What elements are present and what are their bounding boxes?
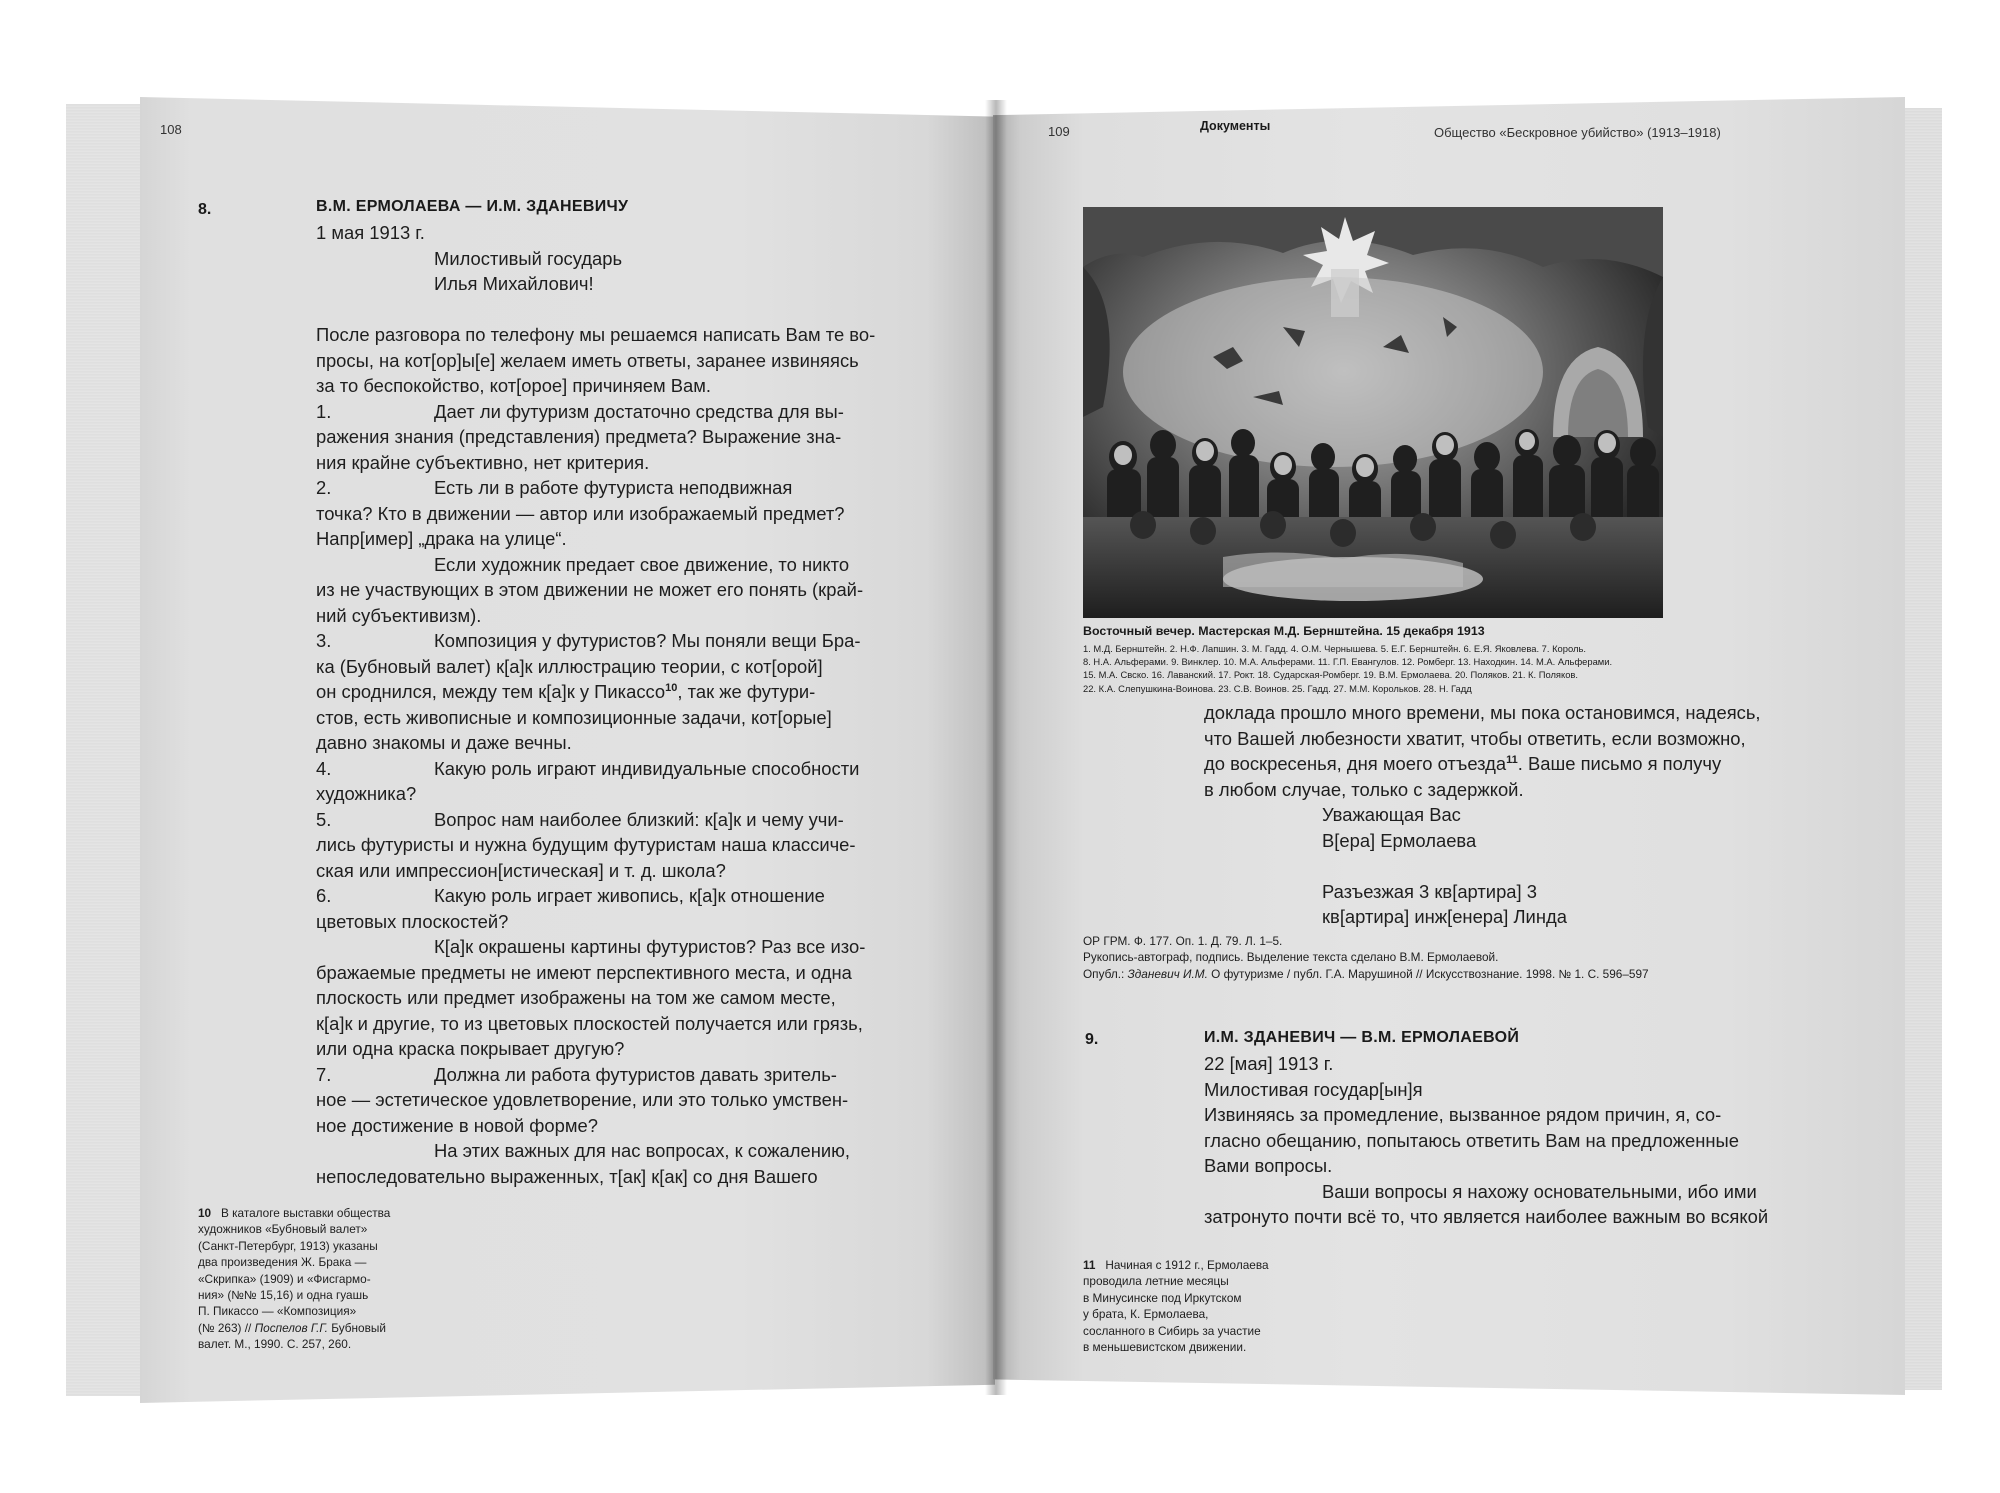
text-line: или одна краска покрывает другую?	[316, 1038, 625, 1059]
closing-line: Уважающая Вас	[1322, 804, 1461, 825]
photograph-illustration	[1083, 207, 1663, 618]
question-line	[316, 628, 875, 654]
item-number: 5.	[316, 808, 332, 830]
source-line: Рукопись-автограф, подпись. Выделение текста сделано В.М. Ермолаевой.	[1083, 950, 1499, 965]
footnote-author: Поспелов Г.Г.	[254, 1320, 328, 1335]
text-line: Если художник предает свое движение, то никто	[434, 553, 850, 575]
text-line: лись футуристы и нужна будущим футуристам наша классиче-	[316, 834, 856, 855]
text-line: точка? Кто в движении — автор или изображаемый предмет?	[316, 502, 845, 524]
text-line: , так же футури-	[677, 681, 816, 702]
text-line: к[а]к и другие, то из цветовых плоскостей получается или грязь,	[316, 1012, 863, 1034]
text-line: Дает ли футуризм достаточно средства для вы-	[434, 400, 844, 422]
footnote-line: «Скрипка» (1909) и «Фисгармо-	[198, 1271, 371, 1286]
address-line: Разъезжая 3 кв[артира] 3	[1322, 880, 1537, 902]
footnote-number: 10	[198, 1206, 212, 1220]
text-line: Вами вопросы.	[1204, 1155, 1333, 1176]
source-author: Зданевич И.М.	[1127, 966, 1208, 981]
text-line: Ваши вопросы я нахожу основательными, ибо ими	[1322, 1180, 1757, 1202]
text-line-with-footnote	[316, 679, 875, 705]
page-stack-right-edge	[1900, 108, 1942, 1390]
text-line: бражаемые предметы не имеют перспективного места, и одна	[316, 961, 852, 983]
signature-line: В[ера] Ермолаева	[1322, 829, 1477, 851]
text-line: стов, есть живописные и композиционные задачи, кот[орые]	[316, 706, 832, 728]
footnote-line: проводила летние месяцы	[1083, 1274, 1229, 1289]
text-line: Должна ли работа футуристов давать зритель-	[434, 1063, 837, 1085]
footnote-line: Бубновый	[327, 1320, 386, 1335]
page-number-right: 109	[1048, 124, 1070, 139]
text-line: Напр[имер] „драка на улице“.	[316, 528, 567, 549]
item-number: 7.	[316, 1063, 332, 1085]
question-line	[316, 807, 875, 833]
text-line: что Вашей любезности хватит, чтобы ответить, если возможно,	[1204, 727, 1746, 749]
item-number: 6.	[316, 885, 332, 906]
text-line: ния крайне субъективно, нет критерия.	[316, 451, 650, 473]
text-line: за то беспокойство, кот[орое] причиняем Вам.	[316, 375, 712, 396]
caption-line: 8. Н.А. Альферами. 9. Винклер. 10. М.А. Альферами. 11. Г.П. Евангулов. 12. Ромберг. 13. Находкин. 14. М.А. Альферами.	[1083, 656, 1613, 668]
text-line: до воскресенья, дня моего отъезда	[1204, 753, 1507, 774]
text-line: цветовых плоскостей?	[316, 910, 509, 932]
text-line: Вопрос нам наиболее близкий: к[а]к и чему учи-	[434, 808, 844, 830]
running-section: Документы	[1200, 119, 1271, 133]
footnote-line: художников «Бубновый валет»	[198, 1222, 368, 1237]
letter-continuation	[1204, 700, 1761, 930]
letter-body	[316, 220, 875, 1189]
document-title: В.М. ЕРМОЛАЕВА — И.М. ЗДАНЕВИЧУ	[316, 198, 629, 215]
footnote-line: сосланного в Сибирь за участие	[1083, 1323, 1261, 1338]
footnote-11	[1083, 1257, 1269, 1355]
text-line: художника?	[316, 783, 417, 804]
blank-line	[316, 297, 875, 323]
text-line-with-footnote	[1204, 751, 1761, 777]
page-stack-left-edge	[66, 104, 146, 1396]
text-line: ка (Бубновый валет) к[а]к иллюстрацию теории, с кот[орой]	[316, 655, 823, 677]
source-line: Опубл.:	[1083, 966, 1128, 981]
footnote-line: Начиная с 1912 г., Ермолаева	[1105, 1258, 1269, 1272]
text-line: . Ваше письмо я получу	[1517, 753, 1722, 774]
text-line: Извиняясь за промедление, вызванное рядом причин, я, со-	[1204, 1104, 1722, 1125]
question-line	[316, 399, 875, 425]
document-number: 9.	[1085, 1031, 1099, 1048]
text-line: Композиция у футуристов? Мы поняли вещи Бра-	[434, 630, 861, 651]
text-line: Какую роль играет живопись, к[а]к отношение	[434, 885, 825, 906]
question-line	[316, 883, 875, 909]
salutation-line: Илья Михайлович!	[434, 273, 594, 294]
archival-source	[1083, 933, 1649, 982]
page-number-left: 108	[160, 122, 182, 137]
document-number: 8.	[198, 201, 212, 218]
historical-photograph	[1083, 207, 1663, 618]
question-line	[316, 756, 875, 782]
letter-body	[1204, 1051, 1768, 1230]
blank-line	[1204, 853, 1761, 879]
text-line: К[а]к окрашены картины футуристов? Раз все изо-	[434, 936, 866, 957]
footnote-line: у брата, К. Ермолаева,	[1083, 1307, 1209, 1322]
footnote-line: два произведения Ж. Брака —	[198, 1255, 367, 1270]
footnote-line: в Минусинске под Иркутском	[1083, 1290, 1242, 1305]
footnote-line: (Санкт-Петербург, 1913) указаны	[198, 1238, 378, 1253]
text-line: просы, на кот[ор]ы[е] желаем иметь ответы, заранее извиняясь	[316, 349, 859, 371]
letter-date: 22 [мая] 1913 г.	[1204, 1053, 1334, 1074]
question-line	[316, 1062, 875, 1088]
salutation-line: Милостивая государ[ын]я	[1204, 1078, 1423, 1100]
caption-line: 15. М.А. Свско. 16. Лаванский. 17. Рокт. 18. Сударская-Ромберг. 19. В.М. Ермолаева. 20. Поляков. 21. К. Поляков.	[1083, 669, 1579, 681]
document-title: И.М. ЗДАНЕВИЧ — В.М. ЕРМОЛАЕВОЙ	[1204, 1029, 1520, 1046]
footnote-ref[interactable]: 10	[665, 682, 678, 694]
text-line: ражения знания (представления) предмета? Выражение зна-	[316, 426, 842, 447]
text-line: гласно обещанию, попытаюсь ответить Вам на предложенные	[1204, 1129, 1739, 1151]
text-line: затронуто почти всё то, что является наиболее важным во всякой	[1204, 1206, 1769, 1227]
photo-caption	[1083, 642, 1612, 695]
salutation-line: Милостивый государь	[434, 247, 623, 269]
text-line: давно знакомы и даже вечны.	[316, 732, 572, 753]
text-line: Есть ли в работе футуриста неподвижная	[434, 477, 793, 498]
source-line: ОР ГРМ. Ф. 177. Оп. 1. Д. 79. Л. 1–5.	[1083, 934, 1283, 948]
item-number: 2.	[316, 477, 332, 498]
photo-caption-title: Восточный вечер. Мастерская М.Д. Бернштейна. 15 декабря 1913	[1083, 624, 1485, 638]
text-line: из не участвующих в этом движении не может его понять (край-	[316, 579, 864, 600]
text-line: ное — эстетическое удовлетворение, или это только умствен-	[316, 1089, 849, 1110]
footnote-number: 11	[1083, 1258, 1096, 1272]
footnote-line: В каталоге выставки общества	[220, 1206, 391, 1220]
text-line: непоследовательно выраженных, т[ак] к[ак] со дня Вашего	[316, 1165, 818, 1187]
caption-line: 22. К.А. Слепушкина-Воинова. 23. С.В. Воинов. 25. Гадд. 27. М.М. Корольков. 28. Н. Гадд	[1083, 682, 1472, 694]
text-line: ний субъективизм).	[316, 604, 482, 626]
text-line: ное достижение в новой форме?	[316, 1114, 598, 1136]
caption-line: 1. М.Д. Бернштейн. 2. Н.Ф. Лапшин. 3. М. Гадд. 4. О.М. Чернышева. 5. Е.Г. Бернштейн. 6. Е.Я. Яковлева. 7. Король.	[1083, 643, 1586, 654]
footnote-line: ния» (№№ 15,16) и одна гуашь	[198, 1287, 369, 1302]
running-title: Общество «Бескровное убийство» (1913–1918)	[1434, 125, 1721, 140]
item-number: 1.	[316, 400, 332, 422]
text-line: После разговора по телефону мы решаемся написать Вам те во-	[316, 324, 876, 345]
address-line: кв[артира] инж[енера] Линда	[1322, 906, 1567, 927]
letter-date: 1 мая 1913 г.	[316, 222, 425, 243]
text-line: На этих важных для нас вопросах, к сожалению,	[434, 1140, 851, 1161]
book-gutter	[985, 100, 1007, 1395]
question-line	[316, 475, 875, 501]
text-line: ская или импрессион[истическая] и т. д. школа?	[316, 859, 726, 881]
footnote-line: (№ 263) //	[198, 1320, 255, 1335]
footnote-10	[198, 1205, 390, 1353]
text-line: плоскость или предмет изображены на том же самом месте,	[316, 987, 836, 1008]
item-number: 3.	[316, 630, 332, 651]
footnote-line: валет. М., 1990. С. 257, 260.	[198, 1337, 352, 1352]
text-line: он сроднился, между тем к[а]к у Пикассо	[316, 681, 666, 702]
text-line: доклада прошло много времени, мы пока остановимся, надеясь,	[1204, 702, 1761, 723]
source-line: О футуризме / публ. Г.А. Марушиной // Искусствознание. 1998. № 1. С. 596–597	[1207, 966, 1649, 981]
text-line: Какую роль играют индивидуальные способности	[434, 757, 860, 779]
footnote-ref[interactable]: 11	[1506, 754, 1518, 766]
item-number: 4.	[316, 757, 332, 779]
footnote-line: П. Пикассо — «Композиция»	[198, 1304, 357, 1319]
text-line: в любом случае, только с задержкой.	[1204, 778, 1524, 800]
footnote-line: в меньшевистском движении.	[1083, 1339, 1247, 1354]
